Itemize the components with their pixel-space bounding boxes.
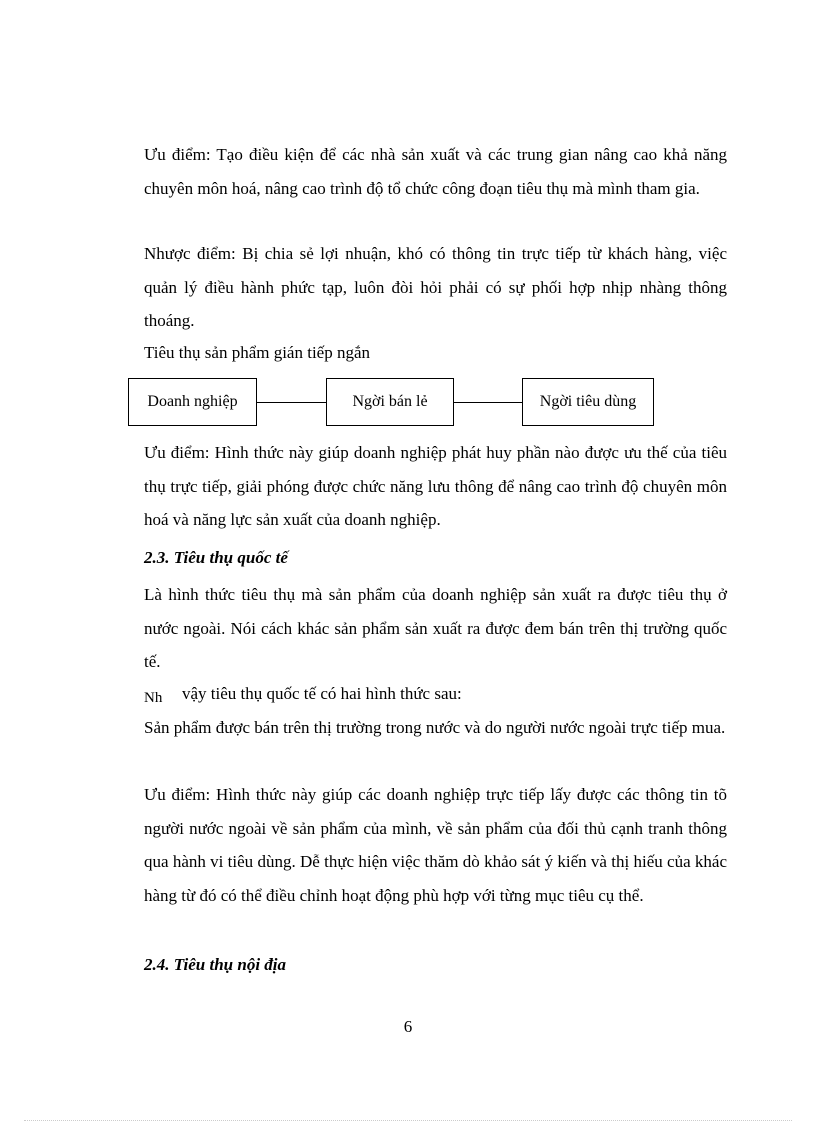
paragraph-disadvantages: Nhược điểm: Bị chia sẻ lợi nhuận, khó có thông tin trực tiếp từ khách hàng, việc quản lý điều hành phức tạp, luôn đòi hỏi phải có sự phối hợp nhịp nhàng thông thoáng.: [144, 244, 727, 330]
paragraph-advantages-3: Ưu điểm: Hình thức này giúp các doanh nghiệp trực tiếp lấy được các thông tin tõ người nước ngoài về sản phẩm của mình, về sản phẩm của đối thủ cạnh tranh thông qua hành vi tiêu dùng. Dễ thực hiện việc thăm dò khảo sát ý kiến và thị hiếu của khác hàng từ đó có thể điều chỉnh hoạt động phù hợp với từng mục tiêu cụ thể.: [144, 785, 727, 905]
paragraph-advantages-1: Ưu điểm: Tạo điều kiện để các nhà sản xuất và các trung gian nâng cao khả năng chuyên môn hoá, nâng cao trình độ tổ chức công đoạn tiêu thụ mà mình tham gia.: [144, 145, 727, 198]
heading-domestic-consumption: 2.4. Tiêu thụ nội địa: [144, 955, 287, 974]
paragraph-advantages-2: Ưu điểm: Hình thức này giúp doanh nghiệp phát huy phần nào được ưu thế của tiêu thụ trực tiếp, giải phóng được chức năng lưu thông để nâng cao trình độ chuyên môn hoá và năng lực sản xuất của doanh nghiệp.: [144, 443, 727, 529]
flow-box-enterprise: Doanh nghiệp: [128, 378, 257, 426]
paragraph-indirect-short: Tiêu thụ sản phẩm gián tiếp ngắn: [144, 343, 371, 362]
page-bottom-divider: [24, 1120, 792, 1121]
flow-connector-2: [454, 402, 522, 403]
flow-box-retailer: Ngời bán lẻ: [326, 378, 454, 426]
flow-connector-1: [257, 402, 326, 403]
paragraph-two-forms: vậy tiêu thụ quốc tế có hai hình thức sau:: [182, 684, 462, 703]
flow-box-consumer: Ngời tiêu dùng: [522, 378, 654, 426]
heading-international-consumption: 2.3. Tiêu thụ quốc tế: [144, 548, 288, 567]
page-number: 6: [403, 1017, 413, 1036]
paragraph-international-definition: Là hình thức tiêu thụ mà sản phẩm của doanh nghiệp sản xuất ra được tiêu thụ ở nước ngoài. Nói cách khác sản phẩm sản xuất ra được đem bán trên thị trường quốc tế.: [144, 585, 727, 671]
paragraph-domestic-sale-foreign-buyer: Sản phẩm được bán trên thị trường trong nước và do người nước ngoài trực tiếp mua.: [144, 718, 726, 737]
paragraph-two-forms-prefix: Nh: [144, 690, 163, 706]
distribution-flow-diagram: [128, 378, 654, 428]
